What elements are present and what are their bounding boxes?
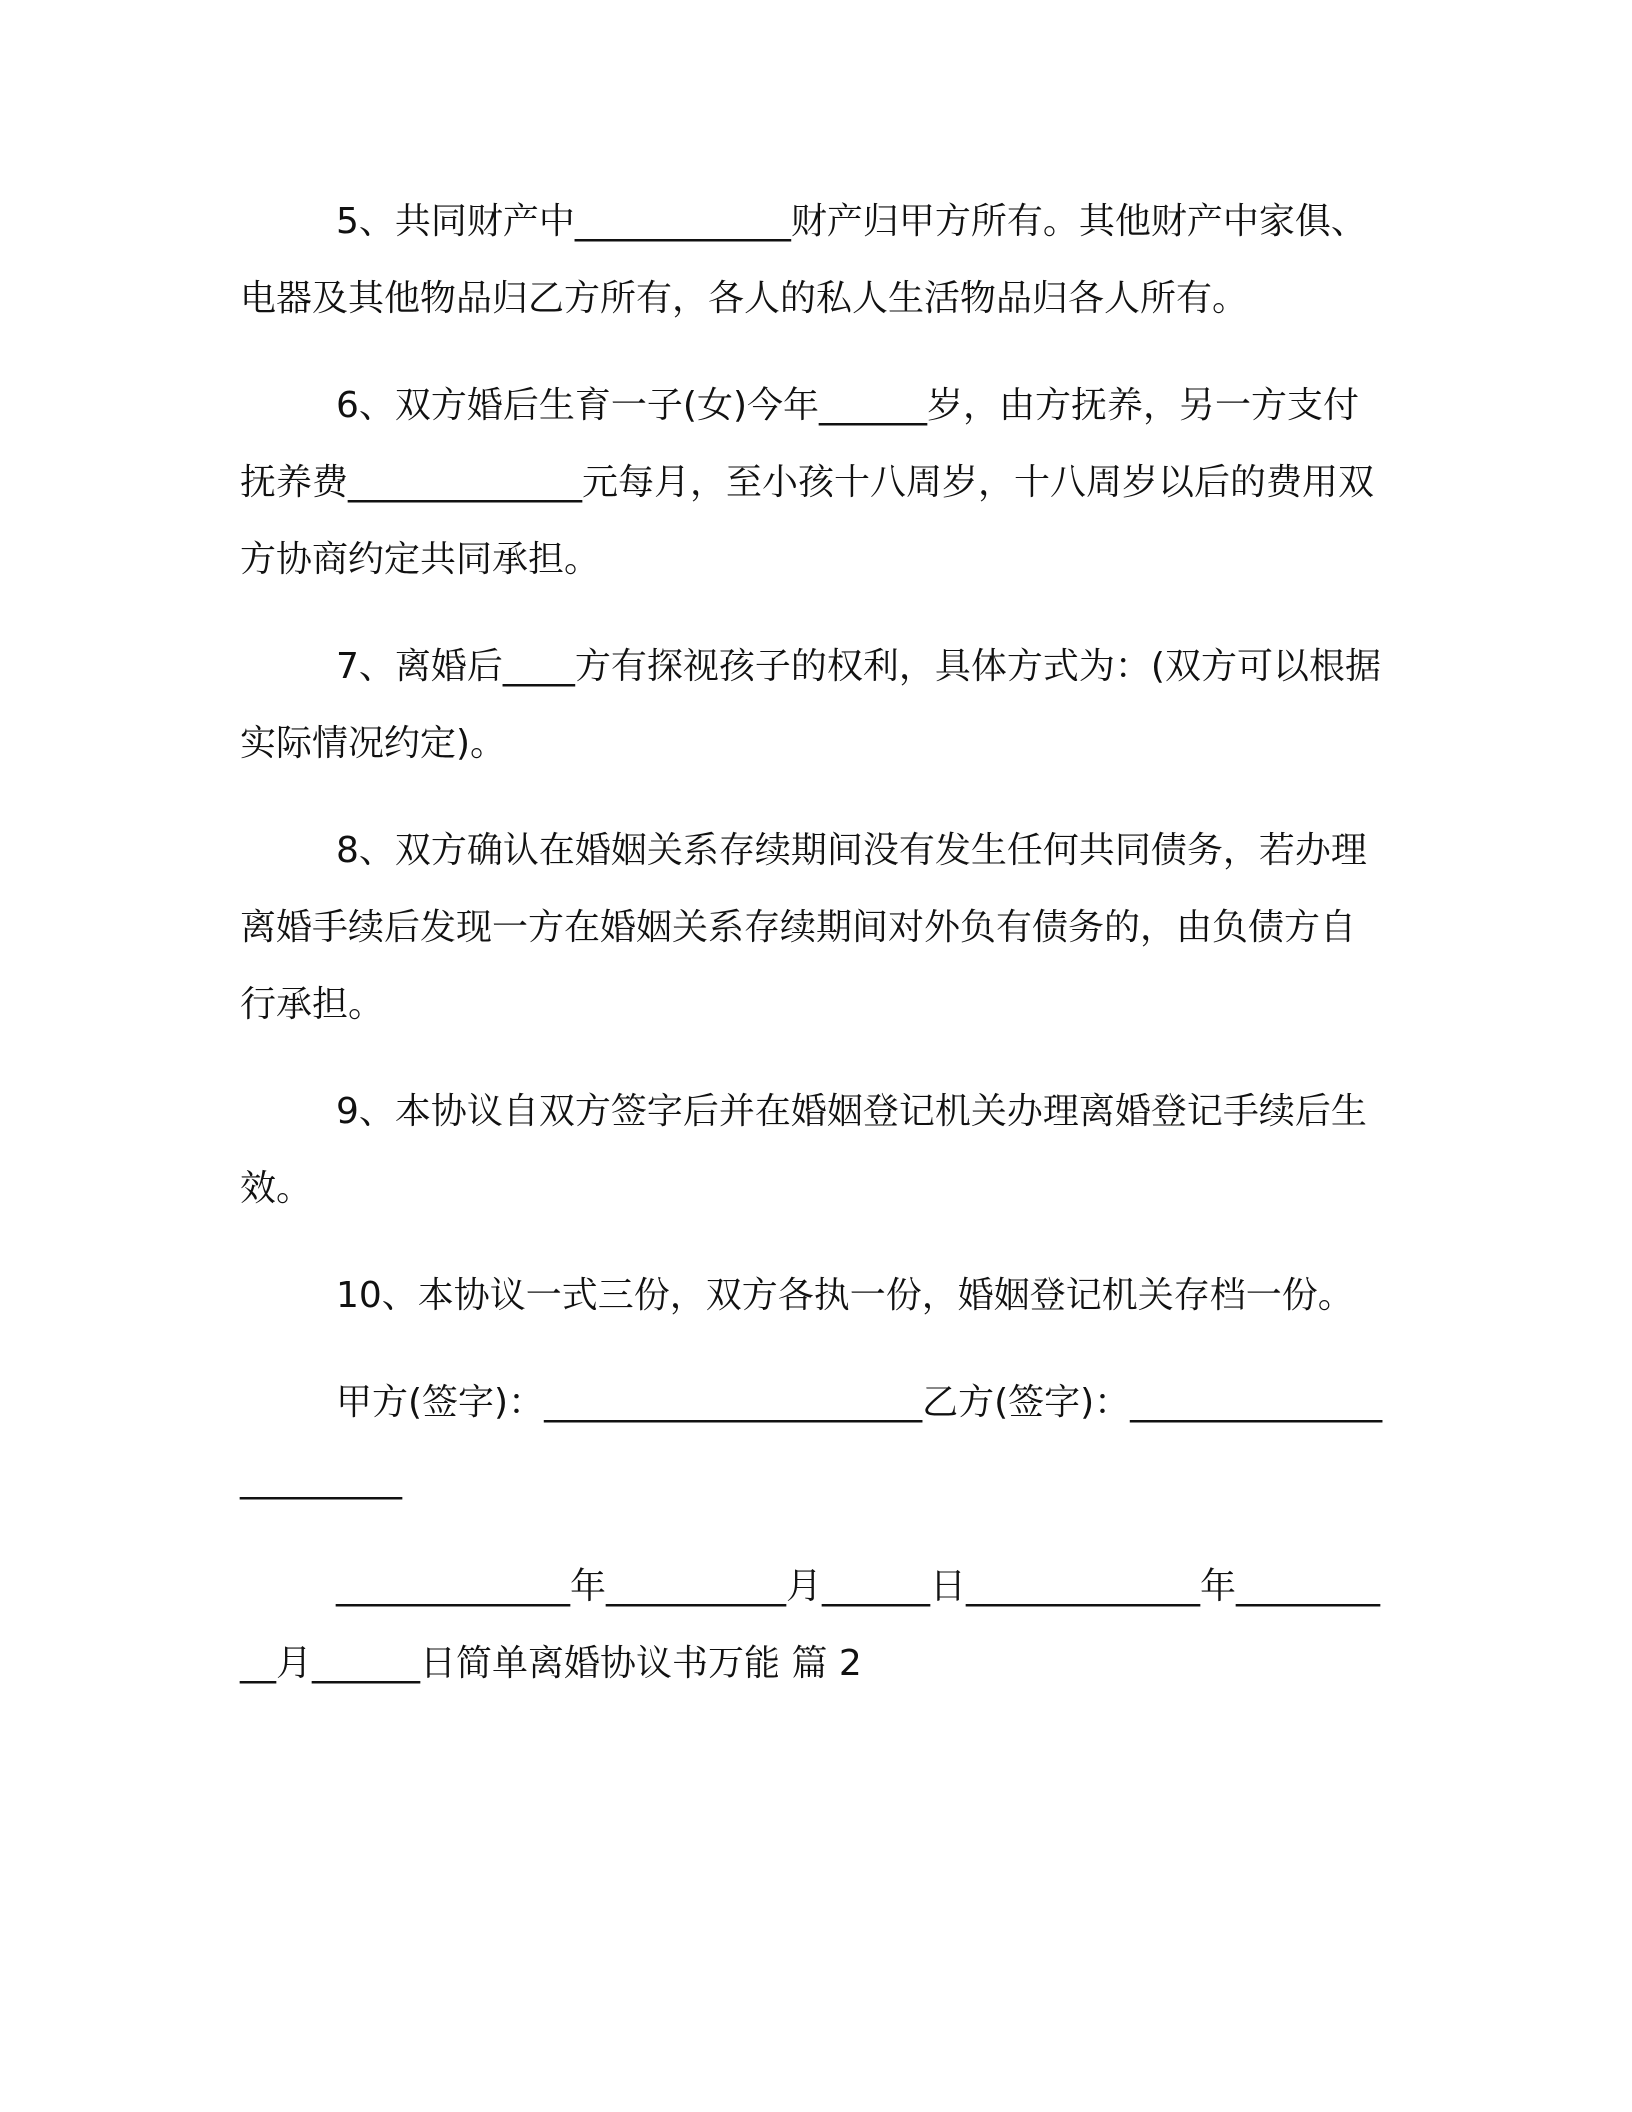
clause-5-property: 5、共同财产中____________财产归甲方所有。其他财产中家俱、电器及其他物品归乙方所有，各人的私人生活物品归各人所有。 (240, 201, 1367, 319)
clause-6-child-support: 6、双方婚后生育一子(女)今年______岁，由方抚养，另一方支付抚养费_____________元每月，至小孩十八周岁，十八周岁以后的费用双方协商约定共同承担。 (240, 385, 1375, 580)
clause-9-effective: 9、本协议自双方签字后并在婚姻登记机关办理离婚登记手续后生效。 (240, 1091, 1367, 1209)
signature-line: 甲方(签字)：_____________________乙方(签字)：_______________________ (240, 1382, 1383, 1500)
date-line-and-next-heading: _____________年__________月______日_____________年__________月______日简单离婚协议书万能 篇 2 (240, 1566, 1380, 1684)
clause-8-debts: 8、双方确认在婚姻关系存续期间没有发生任何共同债务，若办理离婚手续后发现一方在婚姻关系存续期间对外负有债务的，由负债方自行承担。 (240, 830, 1367, 1025)
clause-10-copies: 10、本协议一式三份，双方各执一份，婚姻登记机关存档一份。 (336, 1275, 1354, 1316)
document-body (240, 183, 1390, 1732)
clause-7-visitation: 7、离婚后____方有探视孩子的权利，具体方式为：(双方可以根据实际情况约定)。 (240, 646, 1381, 764)
